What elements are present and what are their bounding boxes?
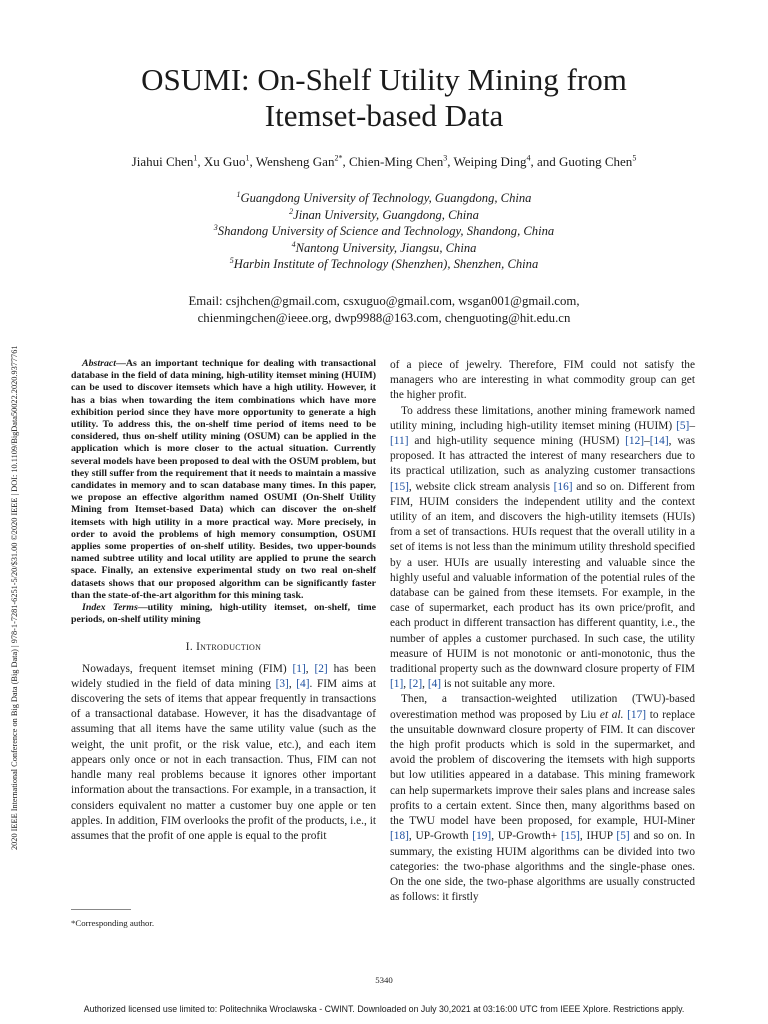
affiliation xyxy=(0,240,768,257)
license-notice: Authorized licensed use limited to: Politechnika Wroclawska - CWINT. Downloaded on July 30,2021 at 03:16:00 UTC from IEEE Xplore. Restrictions apply. xyxy=(83,1004,685,1014)
body-paragraph: To address these limitations, another mining framework named utility mining, including high-utility itemset mining (HUIM) [5]–[11] and high-utility sequence mining (HUSM) [12]–[14], was proposed. It has attracted the interest of many researchers due to its practical utilization, such as analyzing customer transactions [15], website click stream analysis [16] and so on. Different from FIM, HUIM considers the independent utility and the context utility of an item, and discovers the high-utility itemsets (HUIs) from a set of transactions. HUIs request that the overall utility in a set of items is not less than the minimum utility threshold specified by a user. HUIs are usually interesting and valuable since the highly useful and valuable information of the potential rules of the database can be gained from these itemsets. For example, in the case of supermarket, each product has its own price/profit, and each product in different transaction has different quantity, i.e., the number of apples a customer purchased. In such case, the utility measure of HUIM is not monotonic or anti-monotonic, thus the traditional property such as the downward closure property of FIM [1], [2], [4] is not suitable any more. xyxy=(390,404,695,691)
body-paragraph: of a piece of jewelry. Therefore, FIM could not satisfy the managers who are interesting in what commodity group can get the higher profit. xyxy=(390,359,695,402)
affiliation-mark: 4 xyxy=(291,239,296,249)
affiliation xyxy=(0,256,768,273)
affiliation-mark: 3 xyxy=(213,222,218,232)
citation-link[interactable]: [18] xyxy=(390,830,409,843)
citation-link[interactable]: [4] xyxy=(296,677,310,690)
abstract xyxy=(71,358,376,602)
citation-link[interactable]: [2] xyxy=(314,662,328,675)
citation-link[interactable]: [2] xyxy=(408,678,423,691)
citation-link[interactable]: [17] xyxy=(627,708,647,721)
citation-link[interactable]: [1] xyxy=(390,678,404,691)
author-name: Wensheng Gan xyxy=(255,154,335,169)
affiliation xyxy=(0,190,768,207)
citation-link[interactable]: [3] xyxy=(275,677,289,690)
author-name: Jiahui Chen xyxy=(131,154,194,169)
citation-link[interactable]: [5] xyxy=(676,419,690,432)
affiliation xyxy=(0,207,768,224)
affiliation-mark: 1 xyxy=(236,189,241,199)
author-affiliation-mark: 4 xyxy=(526,153,531,163)
paper-title-line-2: Itemset-based Data xyxy=(264,98,504,133)
index-terms-text: —utility mining, high-utility itemset, on-shelf, time periods, on-shelf utility mining xyxy=(71,602,377,626)
footnote-rule xyxy=(71,909,131,910)
author-name: Chien-Ming Chen xyxy=(348,154,444,169)
abstract-lead: Abstract xyxy=(82,358,117,369)
author-affiliation-mark: 1 xyxy=(245,153,250,163)
paper-title xyxy=(0,62,768,134)
section-heading: I. Introduction xyxy=(185,641,262,654)
affiliation-text: Nantong University, Jiangsu, China xyxy=(295,240,477,255)
citation-link[interactable]: [19] xyxy=(472,830,492,843)
citation-link[interactable]: [15] xyxy=(390,480,409,493)
citation-link[interactable]: [11] xyxy=(390,435,409,448)
body-paragraph: Then, a transaction-weighted utilization (TWU)-based overestimation method was proposed by Liu et al. [17] to replace the unsuitable downward closure property of FIM. It can discover the high profit products which is sold in the supermarket, and avoid the problem of discovering the itemsets with high supports but low utilities appeared in a database. This mining framework can help supermarkets improve their sales plans and increase sales profits to a certain extent. Since then, many algorithms based on the TWU model have been proposed, for example, HUI-Miner [18], UP-Growth [19], UP-Growth+ [15], IHUP [5] and so on. In summary, the existing HUIM algorithms can be divided into two categories: the two-phase algorithms and the single-phase ones. On the one side, the two-phase algorithms are usually constructed as follows: it firstly xyxy=(390,693,696,904)
paper-title-line-1: OSUMI: On-Shelf Utility Mining from xyxy=(141,62,627,97)
affiliation-mark: 5 xyxy=(229,255,234,265)
citation-link[interactable]: [1] xyxy=(292,662,306,675)
right-column xyxy=(390,358,695,905)
index-terms xyxy=(71,602,376,626)
author-affiliation-mark: 5 xyxy=(632,153,637,163)
body-paragraph: Nowadays, frequent itemset mining (FIM) [1], [2] has been widely studied in the field of data mining [3], [4]. FIM aims at discovering the sets of items that appear frequently in transactions of a transactional database. However, it has the disadvantage of assuming that all items have the same utility value (such as the weight, the unit profit, or the risk value, etc.), and each item appears only once or not in each transaction. Thus, FIM can not handle many real problems because it ignores other important information about the transactions. For example, in a transaction, it considers equivalent no matter a customer buy one apple or ten apples. In addition, FIM overlooks the profit of the products, i.e., it assumes that the profit of one apple is equal to the profit xyxy=(71,662,377,842)
affiliation-list xyxy=(0,190,768,273)
citation-link[interactable]: [5] xyxy=(616,830,630,843)
left-column xyxy=(71,358,376,844)
author-name: Weiping Ding xyxy=(453,154,527,169)
affiliation xyxy=(0,223,768,240)
author-name: Xu Guo xyxy=(203,154,246,169)
author-list: Jiahui Chen$^1$, Xu Guo$^1$, Wensheng Gan$^{2*}$, Chien-Ming Chen$^3$, Weiping Ding$^4$, and Guoting Chen$^5$ xyxy=(131,153,637,169)
author-affiliation-mark: 3 xyxy=(443,153,448,163)
doi-sidebar: 2020 IEEE International Conference on Big Data (Big Data) | 978-1-7281-6251-5/20/$31.00 ©2020 IEEE | DOI: 10.1109/BigData50022.2020.9377761 xyxy=(10,345,19,850)
italic-text: et al. xyxy=(599,708,624,721)
email-line-2: chienmingchen@ieee.org, dwp9988@163.com, chenguoting@hit.edu.cn xyxy=(197,311,571,325)
citation-link[interactable]: [15] xyxy=(561,830,580,843)
citation-link[interactable]: [12] xyxy=(625,435,645,448)
author-affiliation-mark: 1 xyxy=(193,153,198,163)
affiliation-mark: 2 xyxy=(289,206,294,216)
citation-link[interactable]: [16] xyxy=(553,480,573,493)
author-name: Guoting Chen xyxy=(559,154,633,169)
index-terms-lead: Index Terms xyxy=(82,602,138,614)
affiliation-text: Jinan University, Guangdong, China xyxy=(293,207,479,222)
contact-emails xyxy=(0,293,768,327)
citation-link[interactable]: [14] xyxy=(649,435,669,448)
email-line-1: Email: csjhchen@gmail.com, csxuguo@gmail.com, wsgan001@gmail.com, xyxy=(188,294,580,308)
affiliation-text: Guangdong University of Technology, Guangdong, China xyxy=(240,191,532,205)
footnote: *Corresponding author. xyxy=(71,918,155,928)
author-affiliation-mark: 2* xyxy=(334,153,343,163)
citation-link[interactable]: [4] xyxy=(427,678,442,691)
abstract-text: —As an important technique for dealing with transactional database in the field of data mining, high-utility itemset mining (HUIM) can be used to discover itemsets which have a high utility. However, it has a bias when towarding the item combinations which have more exhibition period since they have more opportunity to generate a high utility. To address this, the on-shelf time period of items need to be considered, thus on-shelf utility mining (OSUM) can be applied in the application which is more closer to the actual situation. Currently several models have been proposed to deal with the OSUM problem, but they still suffer from the requirement that it needs to maintain a massive candidates in memory and to scan database many times. In this paper, we propose an effective algorithm named OSUMI (On-Shelf Utility Mining from Itemset-based Data) which can discover the on-shelf itemsets with high utility in a more practical way. More precisely, in order to avoid the problems of high memory consumption, OSUMI applies some properties of on-shelf utility. Besides, two upper-bounds named subtree utility and local utility are applied to prune the search space. Finally, an extensive experimental study on two real on-shelf datasets shows that our proposed algorithm can be significantly faster than the state-of-the-art algorithm for this mining task. xyxy=(71,358,376,601)
page-number: 5340 xyxy=(375,975,393,985)
affiliation-text: Harbin Institute of Technology (Shenzhen), Shenzhen, China xyxy=(233,257,539,271)
affiliation-text: Shandong University of Science and Technology, Shandong, China xyxy=(217,224,555,238)
